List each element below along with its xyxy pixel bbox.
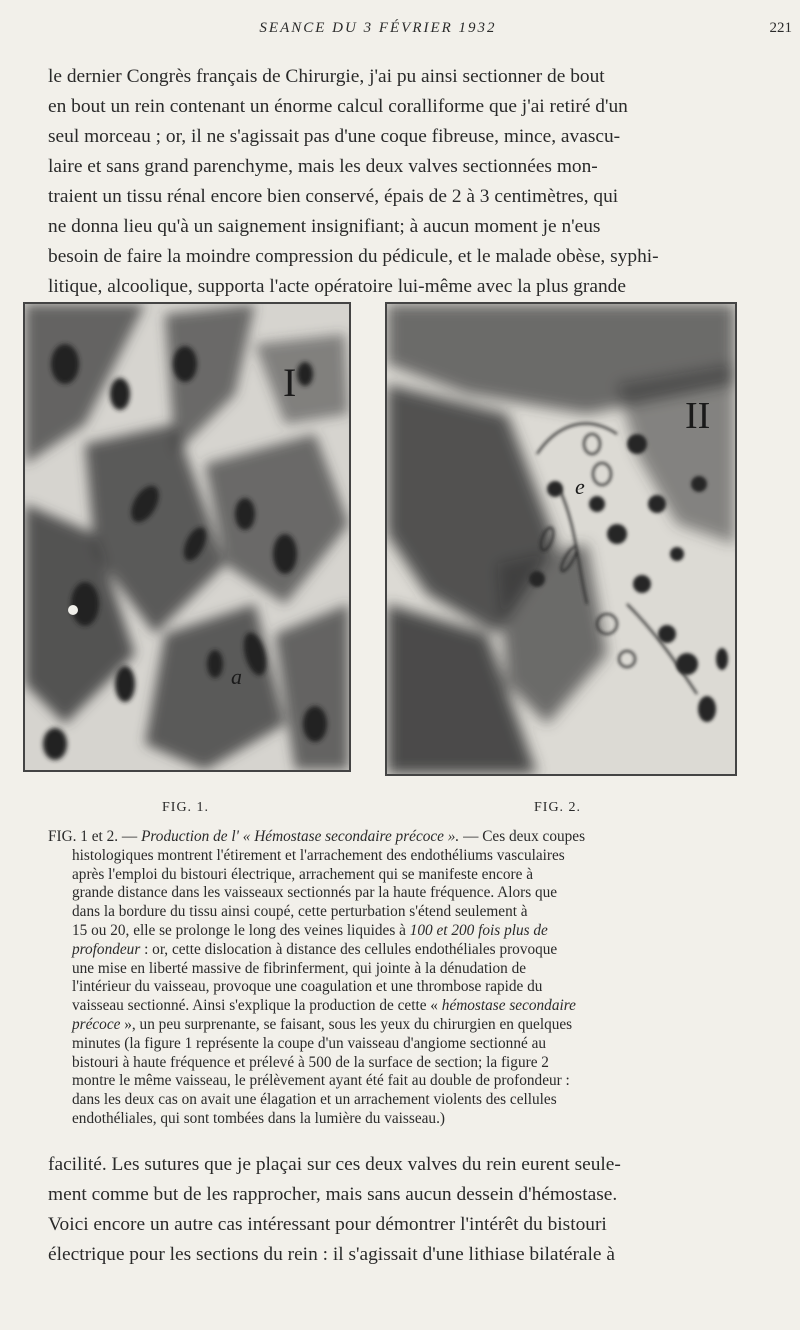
text-line: le dernier Congrès français de Chirurgie, j'ai pu ainsi sectionner de bout [48, 66, 605, 87]
caption-line: dans les deux cas on avait une élagation et un arrachement violents des cellules [72, 1091, 557, 1109]
caption-line: précoce », un peu surprenante, se faisant, sous les yeux du chirurgien en quelques [72, 1015, 573, 1033]
figure-1-letter-label: a [231, 664, 242, 689]
caption-line: grande distance dans les vaisseaux sectionnés par la haute fréquence. Alors que [72, 884, 558, 902]
text-line: besoin de faire la moindre compression du pédicule, et le malade obèse, syphi- [48, 246, 659, 267]
caption-line: histologiques montrent l'étirement et l'arrachement des endothéliums vasculaires [72, 846, 565, 864]
text-line: traient un tissu rénal encore bien conservé, épais de 2 à 3 centimètres, qui [48, 186, 619, 207]
caption-line: endothéliales, qui sont tombées dans la lumière du vaisseau.) [72, 1109, 445, 1127]
figure-2-label: FIG. 2. [534, 800, 582, 815]
caption-line: dans la bordure du tissu ainsi coupé, cette perturbation s'étend seulement à [72, 903, 528, 921]
figure-2-letter-label: e [575, 474, 585, 499]
text-line: ne donna lieu qu'à un saignement insignifiant; à aucun moment je n'eus [48, 216, 601, 237]
body-text-top [48, 62, 710, 302]
figure-1-micrograph [23, 302, 351, 772]
caption-line: profondeur : or, cette dislocation à distance des cellules endothéliales provoque [72, 940, 558, 958]
caption-line: montre le même vaisseau, le prélèvement ayant été fait au double de profondeur : [72, 1072, 570, 1090]
caption-line: après l'emploi du bistouri électrique, arrachement qui se manifeste encore à [72, 865, 534, 883]
text-line: seul morceau ; or, il ne s'agissait pas d'une coque fibreuse, mince, avascu- [48, 126, 621, 147]
text-line: Voici encore un autre cas intéressant pour démontrer l'intérêt du bistouri [48, 1214, 607, 1235]
figure-caption [48, 828, 710, 1129]
figure-1-roman-numeral: I [283, 360, 297, 405]
text-line: en bout un rein contenant un énorme calcul coralliforme que j'ai retiré d'un [48, 96, 628, 117]
figure-1-label: FIG. 1. [162, 800, 210, 815]
caption-line: vaisseau sectionné. Ainsi s'explique la production de cette « hémostase secondaire [72, 997, 576, 1015]
text-line: laire et sans grand parenchyme, mais les deux valves sectionnées mon- [48, 156, 598, 177]
text-line: ment comme but de les rapprocher, mais sans aucun dessein d'hémostase. [48, 1184, 618, 1205]
caption-line: FIG. 1 et 2. — Production de l' « Hémostase secondaire précoce ». — Ces deux coupes [48, 828, 586, 845]
micrograph-1-image [25, 304, 349, 770]
caption-line: bistouri à haute fréquence et prélevé à 500 de la surface de section; la figure 2 [72, 1053, 549, 1071]
figure-2-roman-numeral: II [685, 395, 711, 437]
micrograph-2-image [387, 304, 735, 774]
page-number: 221 [769, 20, 792, 36]
running-head: SEANCE DU 3 FÉVRIER 1932 [259, 20, 497, 36]
caption-line: l'intérieur du vaisseau, provoque une coagulation et une thrombose rapide du [72, 978, 543, 996]
caption-line: 15 ou 20, elle se prolonge le long des veines liquides à 100 et 200 fois plus de [72, 921, 548, 939]
text-line: électrique pour les sections du rein : il s'agissait d'une lithiase bilatérale à [48, 1244, 615, 1265]
body-text-bottom [48, 1150, 710, 1270]
text-line: facilité. Les sutures que je plaçai sur ces deux valves du rein eurent seule- [48, 1154, 621, 1175]
caption-line: une mise en liberté massive de fibrinferment, qui jointe à la dénudation de [72, 959, 527, 977]
figure-2-micrograph [385, 302, 737, 776]
text-line: litique, alcoolique, supporta l'acte opératoire lui-même avec la plus grande [48, 276, 626, 297]
caption-line: minutes (la figure 1 représente la coupe d'un vaisseau d'angiome sectionné au [72, 1034, 547, 1052]
page-header [48, 20, 792, 44]
